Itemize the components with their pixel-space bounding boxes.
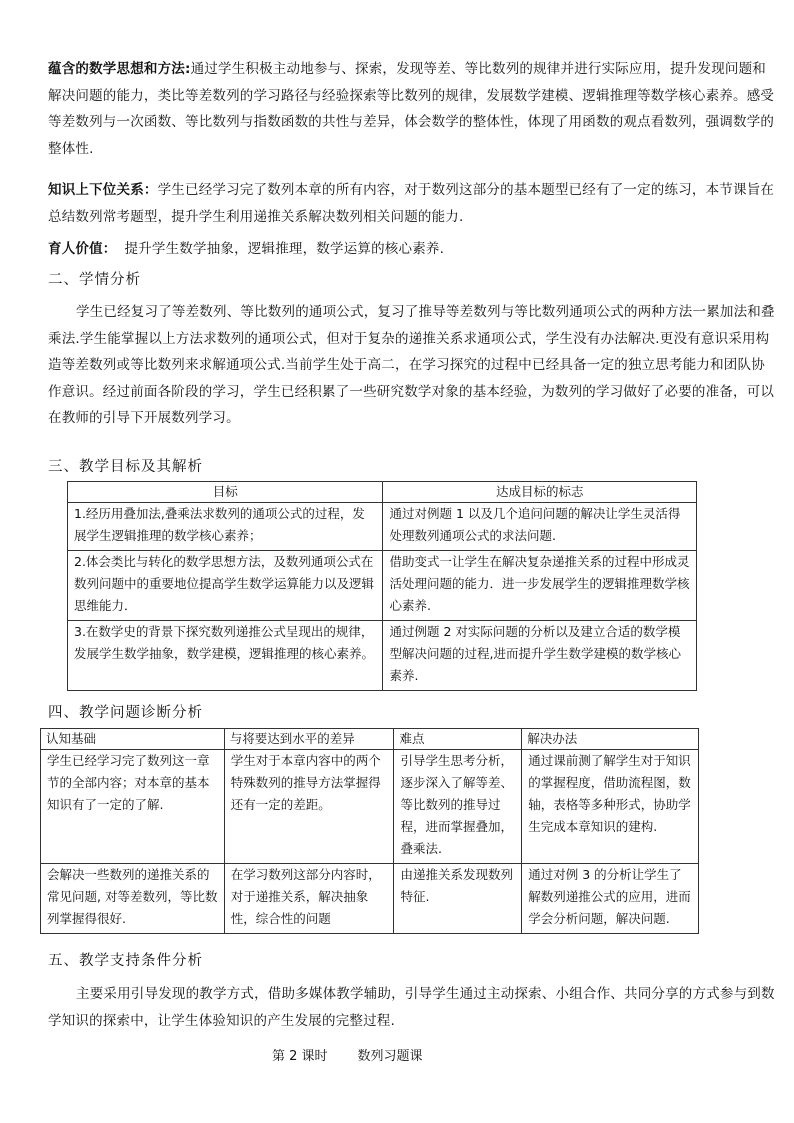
- table-cell: 会解决一些数列的递推关系的常见问题, 对等差数列，等比数列掌握得很好.: [41, 864, 225, 934]
- education-value-paragraph: [48, 236, 778, 263]
- section-5-text: 主要采用引导发现的教学方式，借助多媒体教学辅助，引导学生通过主动探索、小组合作、共同分享的方式参与到数学知识的探索中，让学生体验知识的产生发展的完整过程.: [48, 986, 775, 1029]
- section-5-title: 五、教学支持条件分析: [48, 953, 203, 969]
- section-3-title: 三、教学目标及其解析: [48, 459, 203, 475]
- math-ideas-paragraph: [48, 56, 778, 162]
- table-header-cell: 达成目标的标志: [383, 482, 697, 503]
- table-cell: 由递推关系发现数列特征.: [394, 864, 522, 934]
- table-cell: 1.经历用叠加法,叠乘法求数列的通项公式的过程，发展学生逻辑推理的数学核心素养；: [68, 503, 383, 551]
- math-ideas-text: 通过学生积极主动地参与、探索，发现等差、等比数列的规律并进行实际应用，提升发现问题和解决问题的能力，类比等差数列的学习路径与经验探索等比数列的规律，发展数学建模、逻辑推理等数学核心素养。感受等差数列与一次函数、等比数列与指数函数的共性与差异，体会数学的整体性，体现了用函数的观点看数列，强调数学的整体性.: [48, 61, 775, 157]
- teaching-goals-table: [67, 481, 697, 691]
- table-header-cell: 解决办法: [522, 729, 699, 750]
- section-2-title: 二、学情分析: [48, 272, 141, 288]
- table-row: [68, 503, 697, 551]
- table-cell: 通过对例题 1 以及几个追问问题的解决让学生灵活得处理数列通项公式的求法问题.: [383, 503, 697, 551]
- table-cell: 学生已经学习完了数列这一章节的全部内容；对本章的基本知识有了一定的了解.: [41, 750, 225, 864]
- problem-diagnosis-table: [40, 728, 699, 934]
- knowledge-relation-text: 学生已经学习完了数列本章的所有内容，对于数列这部分的基本题型已经有了一定的练习，本节课旨在总结数列常考题型，提升学生利用递推关系解决数列相关问题的能力.: [48, 182, 775, 225]
- table-cell: 引导学生思考分析，逐步深入了解等差、等比数列的推导过程，进而掌握叠加，叠乘法.: [394, 750, 522, 864]
- table-header-cell: 与将要达到水平的差异: [224, 729, 394, 750]
- section-4-title: 四、教学问题诊断分析: [48, 705, 203, 721]
- table-cell: 2.体会类比与转化的数学思想方法，及数列通项公式在数列问题中的重要地位提高学生数学运算能力以及逻辑思维能力．: [68, 551, 383, 621]
- section-2-text: 学生已经复习了等差数列、等比数列的通项公式，复习了推导等差数列与等比数列通项公式的两种方法一累加法和叠乘法.学生能掌握以上方法求数列的通项公式，但对于复杂的递推关系求通项公式，学生没有办法解决.更没有意识采用构造等差数列或等比数列来求解通项公式.当前学生处于高二，在学习探究的过程中已经具备一定的独立思考能力和团队协作意识。经过前面各阶段的学习，学生已经积累了一些研究数学对象的基本经验，为数列的学习做好了必要的准备，可以在教师的引导下开展数列学习。: [48, 304, 775, 426]
- table-header-row: [41, 729, 699, 750]
- knowledge-relation-paragraph: [48, 177, 778, 230]
- table-cell: 3.在数学史的背景下探究数列递推公式呈现出的规律，发展学生数学抽象，数学建模，逻辑推理的核心素养。: [68, 621, 383, 691]
- education-value-text: 提升学生数学抽象，逻辑推理，数学运算的核心素养.: [124, 241, 445, 257]
- table-header-cell: 难点: [394, 729, 522, 750]
- table-row: [41, 750, 699, 864]
- table-header-row: [68, 482, 697, 503]
- education-value-label: 育人价值：: [48, 241, 117, 257]
- page-footer: [272, 1048, 423, 1066]
- table-cell: 通过对例 3 的分析让学生了解数列递推公式的应用，进而学会分析问题，解决问题.: [522, 864, 699, 934]
- table-cell: 在学习数列这部分内容时，对于递推关系，解决抽象性，综合性的问题: [224, 864, 394, 934]
- table-cell: 通过课前测了解学生对于知识的掌握程度，借助流程图，数轴，表格等多种形式，协助学生完成本章知识的建构.: [522, 750, 699, 864]
- lesson-number: 第 2 课时: [272, 1049, 328, 1064]
- table-row: [41, 864, 699, 934]
- table-row: [68, 551, 697, 621]
- lesson-topic: 数列习题课: [357, 1049, 423, 1064]
- table-header-cell: 目标: [68, 482, 383, 503]
- table-cell: 学生对于本章内容中的两个特殊数列的推导方法掌握得还有一定的差距。: [224, 750, 394, 864]
- table-cell: 通过例题 2 对实际问题的分析以及建立合适的数学模型解决问题的过程,进而提升学生数学建模的数学核心素养.: [383, 621, 697, 691]
- knowledge-relation-label: 知识上下位关系：: [48, 182, 158, 198]
- math-ideas-label: 蕴含的数学思想和方法:: [48, 61, 191, 77]
- table-header-cell: 认知基础: [41, 729, 225, 750]
- table-row: [68, 621, 697, 691]
- table-cell: 借助变式一让学生在解决复杂递推关系的过程中形成灵活处理问题的能力．进一步发展学生的逻辑推理数学核心素养.: [383, 551, 697, 621]
